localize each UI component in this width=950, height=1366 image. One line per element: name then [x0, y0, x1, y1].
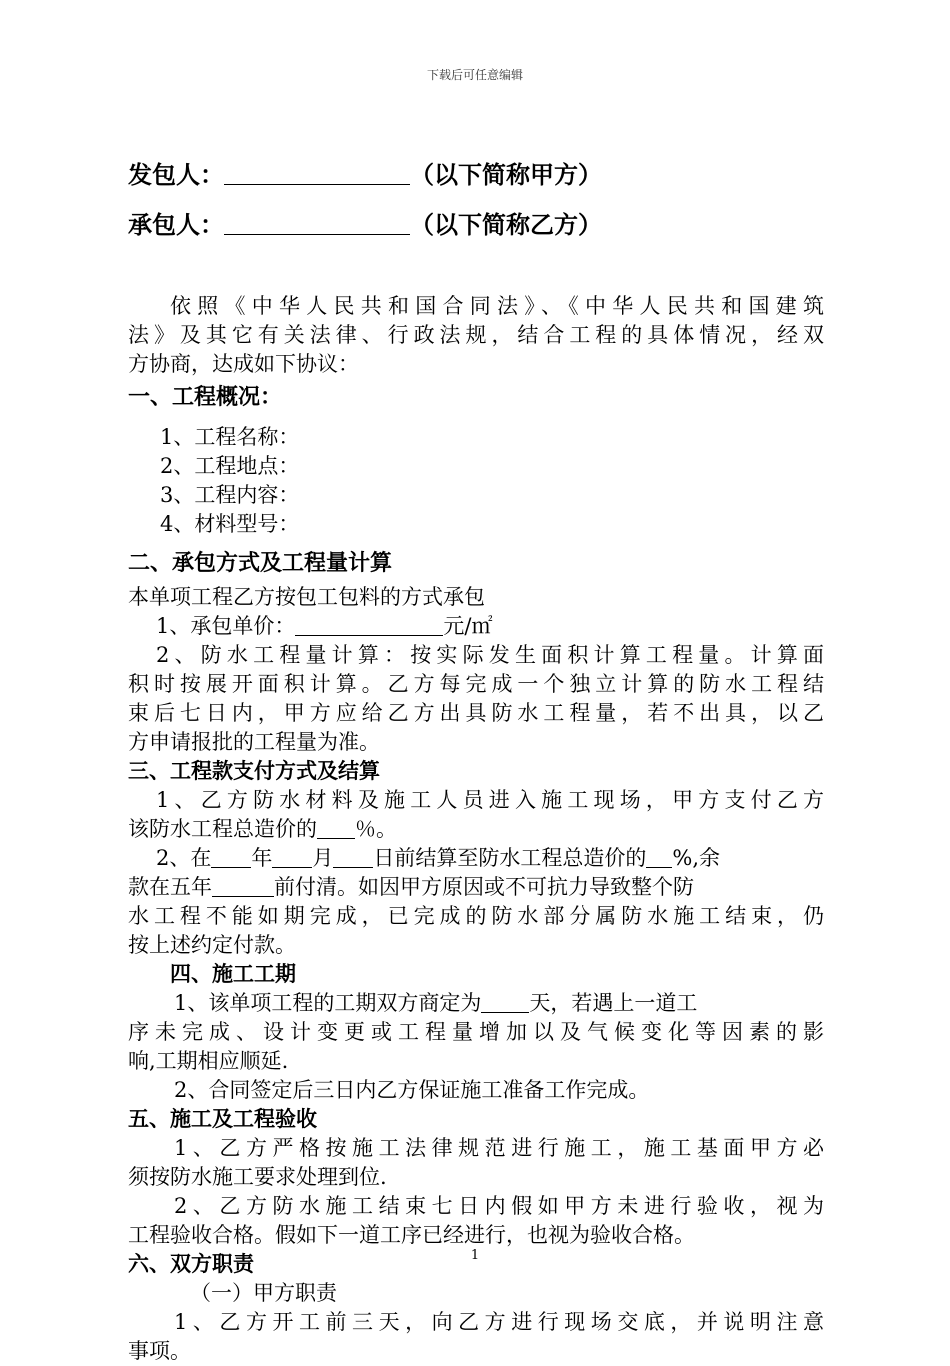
- month-blank[interactable]: [272, 847, 312, 868]
- section-4-p1-line: [128, 989, 824, 1018]
- unit-price-label: 1、承包单价：: [156, 614, 296, 638]
- section-4-p2-line: 2、合同签定后三日内乙方保证施工准备工作完成。: [174, 1078, 650, 1102]
- party-a-line: [128, 155, 602, 190]
- intro-line: 方协商，达成如下协议：: [128, 352, 359, 376]
- section-5-p2-line: 工程验收合格。假如下一道工序已经进行，也视为验收合格。: [128, 1223, 695, 1247]
- section-4-p1-line: 响,工期相应顺延.: [128, 1049, 289, 1073]
- section-3-p2-line: [128, 844, 824, 873]
- section-2-para-line: 方申请报批的工程量为准。: [128, 730, 380, 754]
- section-3-p1-line: [128, 815, 824, 844]
- section-1-title: 一、工程概况：: [128, 385, 283, 410]
- section-6-title: 六、双方职责: [128, 1252, 254, 1276]
- section-1-item: 3、工程内容：: [160, 483, 300, 507]
- section-3-p2-text: %,余: [672, 846, 721, 870]
- intro-line: 依照《中华人民共和国合同法》、《中华人民共和国建筑: [170, 294, 824, 318]
- remainder-blank[interactable]: [212, 876, 274, 897]
- section-3-title: 三、工程款支付方式及结算: [128, 759, 380, 783]
- section-6-p1-line: 事项。: [128, 1339, 191, 1363]
- section-3-p2-text: 2、在: [156, 846, 212, 870]
- section-3-p1-text: 该防水工程总造价的: [128, 817, 317, 841]
- section-3-p2-line: [128, 873, 824, 902]
- day-blank[interactable]: [333, 847, 373, 868]
- section-5-p1-line: 1、乙方严格按施工法律规范进行施工，施工基面甲方必: [174, 1136, 824, 1160]
- section-2-para-line: 2、防水工程量计算：按实际发生面积计算工程量。计算面: [156, 643, 824, 667]
- section-5-p2-line: 2、乙方防水施工结束七日内假如甲方未进行验收，视为: [174, 1194, 824, 1218]
- section-1-item: 1、工程名称：: [160, 425, 300, 449]
- header-note: 下载后可任意编辑: [426, 68, 523, 82]
- section-5-title: 五、施工及工程验收: [128, 1107, 317, 1131]
- section-4-p1-line: 序未完成、设计变更或工程量增加以及气候变化等因素的影: [128, 1020, 824, 1044]
- section-3-p2-text: 年: [251, 846, 273, 870]
- section-3-p2-text: 前付清。如因甲方原因或不可抗力导致整个防: [274, 875, 694, 899]
- section-1-item: 4、材料型号：: [160, 512, 300, 536]
- unit-price-line: [128, 612, 824, 641]
- section-3-p1-line: 1、乙方防水材料及施工人员进入施工现场，甲方支付乙方: [156, 788, 824, 812]
- section-2-para-line: 积时按展开面积计算。乙方每完成一个独立计算的防水工程结: [128, 672, 824, 696]
- unit-price-suffix: 元/㎡: [443, 614, 493, 638]
- section-2-title: 二、承包方式及工程量计算: [128, 551, 393, 576]
- party-a-blank[interactable]: [224, 162, 410, 185]
- final-percent-blank[interactable]: [646, 847, 672, 868]
- year-blank[interactable]: [211, 847, 251, 868]
- section-2-line: 本单项工程乙方按包工包料的方式承包: [128, 585, 485, 609]
- section-3-p2-line: 水工程不能如期完成，已完成的防水部分属防水施工结束，仍: [128, 904, 824, 928]
- section-3-p2-text: 月: [312, 846, 334, 870]
- percent-blank[interactable]: [317, 818, 355, 839]
- intro-line: 法》及其它有关法律、行政法规，结合工程的具体情况，经双: [128, 323, 824, 347]
- section-5-p1-line: 须按防水施工要求处理到位.: [128, 1165, 387, 1189]
- section-4-title: 四、施工工期: [170, 962, 296, 986]
- party-b-line: [128, 205, 602, 240]
- section-3-p2-text: 日前结算至防水工程总造价的: [373, 846, 647, 870]
- section-6-subtitle: （一）甲方职责: [190, 1281, 337, 1305]
- party-b-label: 承包人：: [128, 211, 224, 239]
- section-3-p1-text: ％。: [355, 817, 397, 841]
- party-b-blank[interactable]: [224, 212, 410, 235]
- section-3-p2-line: 按上述约定付款。: [128, 933, 296, 957]
- section-4-p1-text: 1、该单项工程的工期双方商定为: [174, 991, 482, 1015]
- section-6-p1-line: 1、乙方开工前三天，向乙方进行现场交底，并说明注意: [174, 1310, 824, 1334]
- unit-price-blank[interactable]: [295, 615, 443, 636]
- days-blank[interactable]: [481, 992, 529, 1013]
- party-a-suffix: （以下简称甲方）: [410, 161, 602, 189]
- contract-body: [128, 292, 824, 1366]
- section-4-p1-text: 天，若遇上一道工: [529, 991, 698, 1015]
- section-2-para-line: 束后七日内，甲方应给乙方出具防水工程量，若不出具，以乙: [128, 701, 824, 725]
- section-1-item: 2、工程地点：: [160, 454, 300, 478]
- page-number: 1: [470, 1248, 480, 1263]
- party-b-suffix: （以下简称乙方）: [410, 211, 602, 239]
- party-a-label: 发包人：: [128, 161, 224, 189]
- section-3-p2-text: 款在五年: [128, 875, 212, 899]
